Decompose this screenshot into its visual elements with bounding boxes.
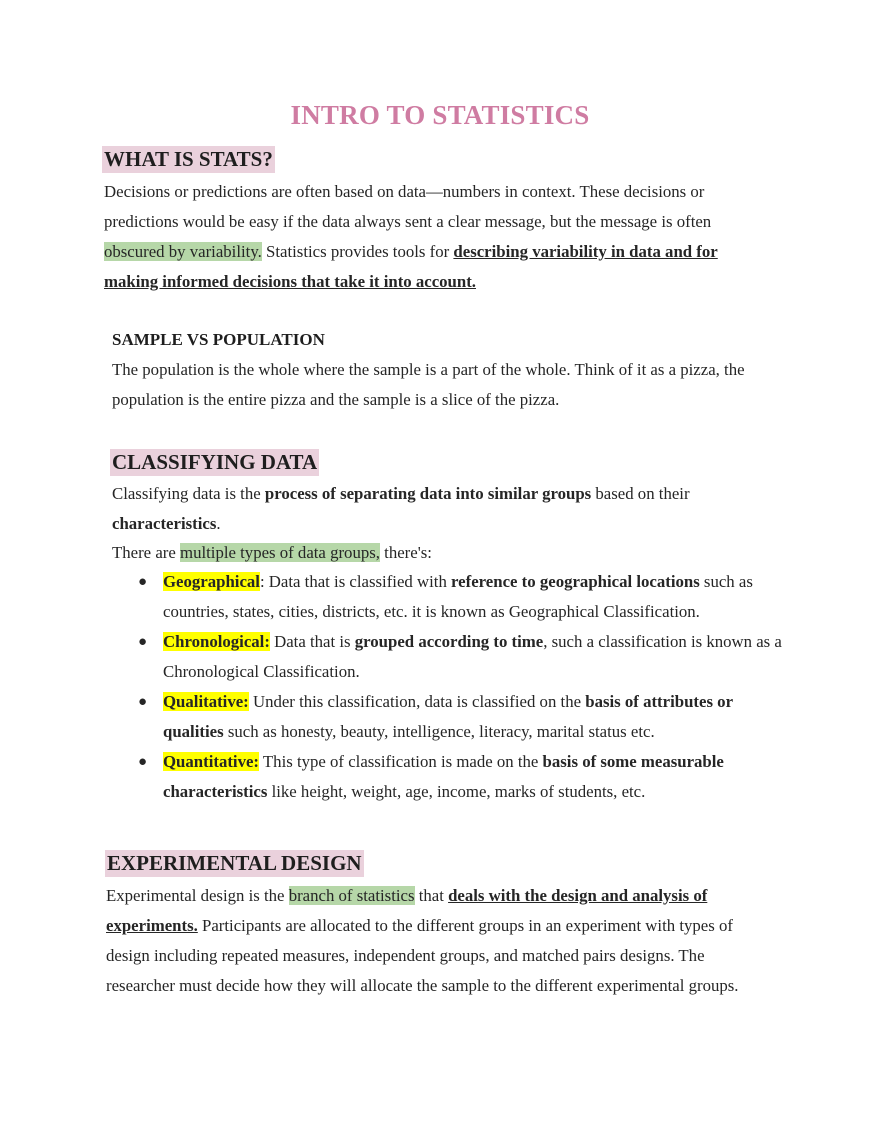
text-span: like height, weight, age, income, marks of students, etc. xyxy=(267,782,646,801)
green-highlight: multiple types of data groups, xyxy=(180,543,380,562)
text-span: Under this classification, data is classified on the xyxy=(248,692,586,711)
heading-sample-vs-population: SAMPLE VS POPULATION xyxy=(112,330,325,349)
text-span: there's: xyxy=(379,543,432,562)
paragraph-sample-vs-population: The population is the whole where the sample is a part of the whole. Think of it as a pizza, the population is the entire pizza and the sample is a slice of the pizza. xyxy=(112,360,745,409)
bullet-icon: ● xyxy=(138,754,148,770)
text-span: There are xyxy=(112,543,181,562)
bold-text: basis of attributes or qualities xyxy=(163,692,733,741)
bold-underline-text: describing variability in data and for making informed decisions that take it into account. xyxy=(104,242,718,291)
text-span: Participants are allocated to the different groups in an experiment with types of design including repeated measures, independent groups, and matched pairs designs. The researcher must decide how they will allocate the sample to the different experimental groups. xyxy=(106,916,739,995)
text-span: such as countries, states, cities, districts, etc. it is known as Geographical Classification. xyxy=(163,572,753,621)
text-span: such as honesty, beauty, intelligence, literacy, marital status etc. xyxy=(223,722,655,741)
classification-list xyxy=(134,567,794,807)
green-highlight: obscured by variability. xyxy=(104,242,262,261)
paragraph-classifying-data xyxy=(112,479,772,539)
text-span: Decisions or predictions are often based on data—numbers in context. These decisions or predictions would be easy if the data always sent a clear message, but the message is often xyxy=(104,182,712,231)
bold-text: characteristics xyxy=(112,514,217,533)
heading-classifying-data: CLASSIFYING DATA xyxy=(112,450,318,474)
bullet-icon: ● xyxy=(138,574,148,590)
text-span: Experimental design is the xyxy=(106,886,289,905)
bold-text: reference to geographical locations xyxy=(451,572,700,591)
heading-experimental-design: EXPERIMENTAL DESIGN xyxy=(107,851,362,875)
bold-text: process of separating data into similar groups xyxy=(264,484,592,503)
highlighted-term: Chronological: xyxy=(163,632,270,651)
paragraph-data-groups xyxy=(112,538,772,568)
list-item xyxy=(134,687,794,747)
heading-what-is-stats: WHAT IS STATS? xyxy=(104,147,273,171)
list-item xyxy=(134,747,794,807)
highlighted-term: Quantitative: xyxy=(163,752,260,771)
document-title: INTRO TO STATISTICS xyxy=(290,100,590,130)
text-span: . xyxy=(216,514,221,533)
list-item xyxy=(134,627,794,687)
text-span: that xyxy=(414,886,449,905)
text-span: based on their xyxy=(591,484,690,503)
text-span: Data that is xyxy=(269,632,355,651)
bold-text: grouped according to time xyxy=(354,632,544,651)
bold-text: basis of some measurable characteristics xyxy=(163,752,724,801)
list-item xyxy=(134,567,794,627)
highlighted-term: Qualitative: xyxy=(163,692,249,711)
paragraph-what-is-stats xyxy=(104,177,764,297)
text-span: Classifying data is the xyxy=(112,484,265,503)
bullet-icon: ● xyxy=(138,694,148,710)
text-span: Statistics provides tools for xyxy=(261,242,454,261)
green-highlight: branch of statistics xyxy=(288,886,415,905)
highlighted-term: Geographical xyxy=(163,572,260,591)
text-span: , such a classification is known as a Chronological Classification. xyxy=(163,632,782,681)
text-span: : Data that is classified with xyxy=(259,572,452,591)
text-span: This type of classification is made on the xyxy=(259,752,543,771)
bold-underline-text: deals with the design and analysis of experiments. xyxy=(106,886,708,935)
paragraph-experimental-design xyxy=(106,881,772,1001)
bullet-icon: ● xyxy=(138,634,148,650)
